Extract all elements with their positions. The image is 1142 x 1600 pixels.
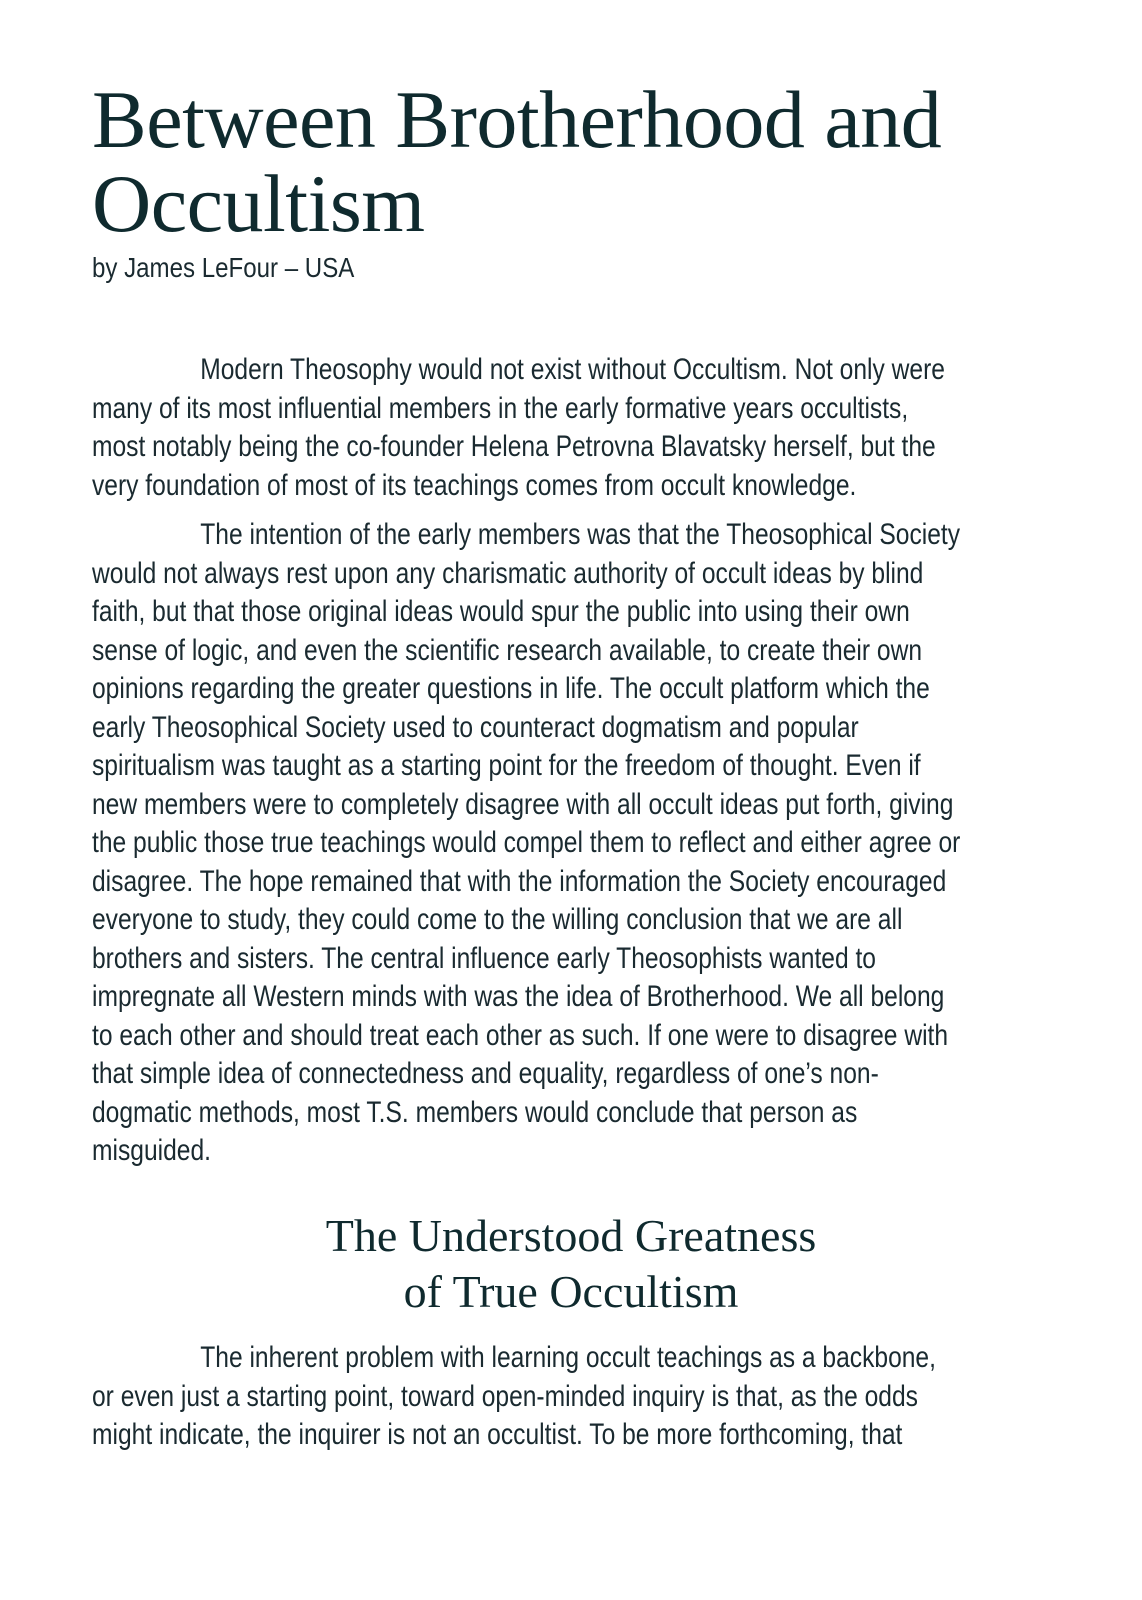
body-paragraph-1: Modern Theosophy would not exist without Occultism. Not only were many of its most influential members in the early formative years occultists, most notably being the co-founder Helena Petrovna Blavatsky herself, but the very foundation of most of its teachings comes from occult knowledge. — [92, 353, 945, 502]
section-paragraph-1: The inherent problem with learning occult teachings as a backbone, or even just a starting point, toward open-minded inquiry is that, as the odds might indicate, the inquirer is not an occultist. To be more forthcoming, that — [92, 1341, 936, 1451]
article-byline: by James LeFour – USA — [92, 252, 355, 283]
section-heading-line-1: The Understood Greatness — [325, 1210, 817, 1261]
article-title: Between Brotherhood and Occultism — [92, 74, 942, 249]
section-heading — [0, 1208, 1142, 1320]
section-heading-line-2: of True Occultism — [403, 1266, 739, 1317]
body-paragraph-2: The intention of the early members was that the Theosophical Society would not always rest upon any charismatic authority of occult ideas by blind faith, but that those original ideas would spur the public into using their own sense of logic, and even the scientific research available, to create their own opinions regarding the greater questions in life. The occult platform which the early Theosophical Society used to counteract dogmatism and popular spiritualism was taught as a starting point for the freedom of thought. Even if new members were to completely disagree with all occult ideas put forth, giving the public those true teachings would compel them to reflect and either agree or disagree. The hope remained that with the information the Society encouraged everyone to study, they could come to the willing conclusion that we are all brothers and sisters. The central influence early Theosophists wanted to impregnate all Western minds with was the idea of Brotherhood. We all belong to each other and should treat each other as such. If one were to disagree with that simple idea of connectedness and equality, regardless of one’s non-dogmatic methods, most T.S. members would conclude that person as misguided. — [92, 518, 961, 1167]
